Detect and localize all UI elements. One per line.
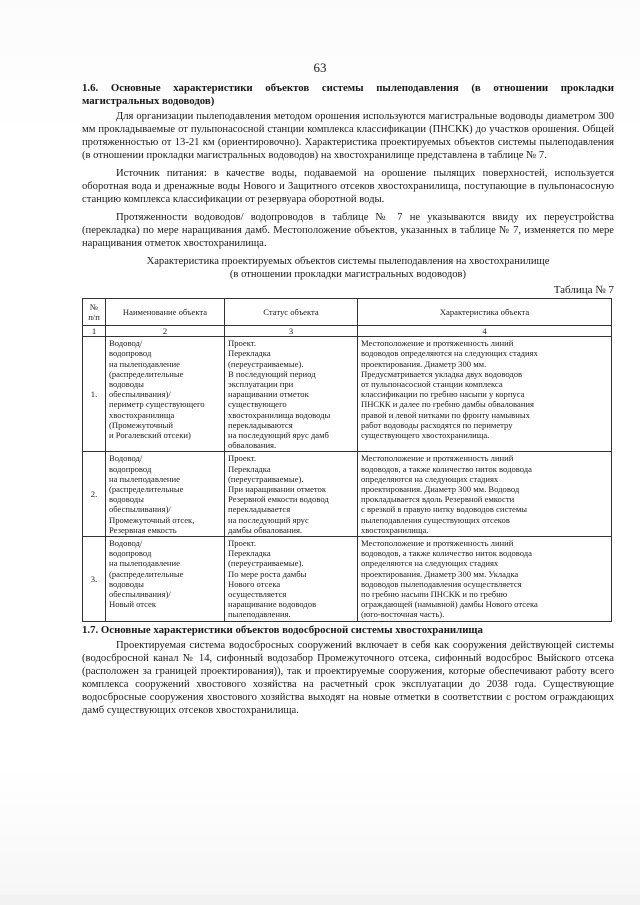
paragraph-power-source: Источник питания: в качестве воды, подаваемой на орошение пылящих поверхностей, используется оборотная вода и дренажные воды Нового и Защитного отсеков хвостохранилища, поступающие в пульпонасосную станцию комплекса классификации от резервуара оборотной воды. xyxy=(82,168,614,205)
header-number: № п/п xyxy=(83,299,106,326)
table-row xyxy=(83,537,612,622)
row-status: Проект. Перекладка (переустраиваемые). По мере роста дамбы Нового отсека осуществляется наращивание водоводов пылеподавления. xyxy=(225,537,358,622)
table-caption xyxy=(82,255,614,281)
table-index-row xyxy=(83,326,612,337)
row-name: Водовод/ водопровод на пылеподавление (распределительные водоводы обеспыливания)/ Промежуточный отсек, Резервная емкость xyxy=(106,452,225,537)
index-cell: 4 xyxy=(358,326,612,337)
section-heading-1-7: 1.7. Основные характеристики объектов водосбросной системы хвостохранилища xyxy=(82,623,483,636)
index-cell: 3 xyxy=(225,326,358,337)
header-name: Наименование объекта xyxy=(106,299,225,326)
paragraph-lengths: Протяженности водоводов/ водопроводов в таблице № 7 не указываются ввиду их переустройства (перекладка) по мере наращивания дамб. Местоположение объектов, указанных в таблице № 7, изменяется по мере наращивания отметок хвостохранилища. xyxy=(82,212,614,249)
row-status: Проект. Перекладка (переустраиваемые). При наращивании отметок Резервной емкости водовод перекладывается на последующий ярус дамбы обвалования. xyxy=(225,452,358,537)
table-row xyxy=(83,452,612,537)
row-number: 2. xyxy=(83,452,106,537)
objects-table xyxy=(82,298,612,622)
row-name: Водовод/ водопровод на пылеподавление (распределительные водоводы обеспыливания)/ Новый отсек xyxy=(106,537,225,622)
paragraph-water-lines: Для организации пылеподавления методом орошения используются магистральные водоводы диаметром 300 мм прокладываемые от пульпонасосной станции комплекса классификации (ПНСКК) до участков орошения. Общей протяженностью от 13-21 км (ориентировочно). Характеристика проектируемых объектов системы пылеподавления (в отношении прокладки магистральных водоводов) на хвостохранилище представлена в таблице № 7. xyxy=(82,111,614,161)
index-cell: 1 xyxy=(83,326,106,337)
table-header-row xyxy=(83,299,612,326)
page-number: 63 xyxy=(313,60,327,75)
row-status: Проект. Перекладка (переустраиваемые). В последующий период эксплуатации при наращивании отметок существующего хвостохранилища водоводы перекладываются на последующий ярус дамб обвалования. xyxy=(225,337,358,452)
index-cell: 2 xyxy=(106,326,225,337)
section-heading-1-6: 1.6. Основные характеристики объектов системы пылеподавления (в отношении прокладки магистральных водоводов) xyxy=(82,82,614,107)
table-caption-line-1: Характеристика проектируемых объектов системы пылеподавления на хвостохранилище xyxy=(146,256,550,267)
paragraph-spillway: Проектируемая система водосбросных сооружений включает в себя как сооружения действующей системы (водосбросной канал № 14, сифонный водозабор Промежуточного отсека, сифонный водосброс Выйского отсека (расположен за границей проектирования)), так и проектируемые сооружения, которые обеспечивают работу всего комплекса сооружений хвостового хозяйства на расчетный срок эксплуатации до 2038 года. Существующие водосбросные сооружения хвостового хозяйства выходят на новые отметки в соответствии с ростом ограждающих дамб существующих отсеков хвостохранилища. xyxy=(82,639,614,716)
row-number: 3. xyxy=(83,537,106,622)
row-description: Местоположение и протяженность линий водоводов, а также количество ниток водовода определяются на следующих стадиях проектирования. Диаметр 300 мм. Водовод прокладывается вдоль Резервной емкости с врезкой в правую нитку водоводов системы пылеподавления существующих отсеков хвостохранилища. xyxy=(358,452,612,537)
table-caption-line-2: (в отношении прокладки магистральных водоводов) xyxy=(229,269,467,280)
row-description: Местоположение и протяженность линий водоводов, а также количество ниток водовода определяются на следующих стадиях проектирования. Диаметр 300 мм. Укладка водоводов пылеподавления осуществляется по гребню насыпи ПНСКК и по гребню ограждающей (намывной) дамбы Нового отсека (юго-восточная часть). xyxy=(358,537,612,622)
row-description: Местоположение и протяженность линий водоводов определяются на следующих стадиях проектирования. Диаметр 300 мм. Предусматривается укладка двух водоводов от пульпонасосной станции комплекса классификации по гребню насыпи у корпуса ПНСКК и далее по гребню дамбы обвалования правой и левой нитками по фронту намывных работ водоводы расходятся по периметру существующего хвостохранилища. xyxy=(358,337,612,452)
header-status: Статус объекта xyxy=(225,299,358,326)
table-row xyxy=(83,337,612,452)
page-content xyxy=(82,82,614,717)
row-number: 1. xyxy=(83,337,106,452)
table-label: Таблица № 7 xyxy=(553,284,614,296)
row-name: Водовод/ водопровод на пылеподавление (распределительные водоводы обеспыливания)/ периметр существующего хвостохранилища (Промежуточный и Рогалевский отсеки) xyxy=(106,337,225,452)
scan-edge xyxy=(0,895,640,905)
header-characteristics: Характеристика объекта xyxy=(358,299,612,326)
